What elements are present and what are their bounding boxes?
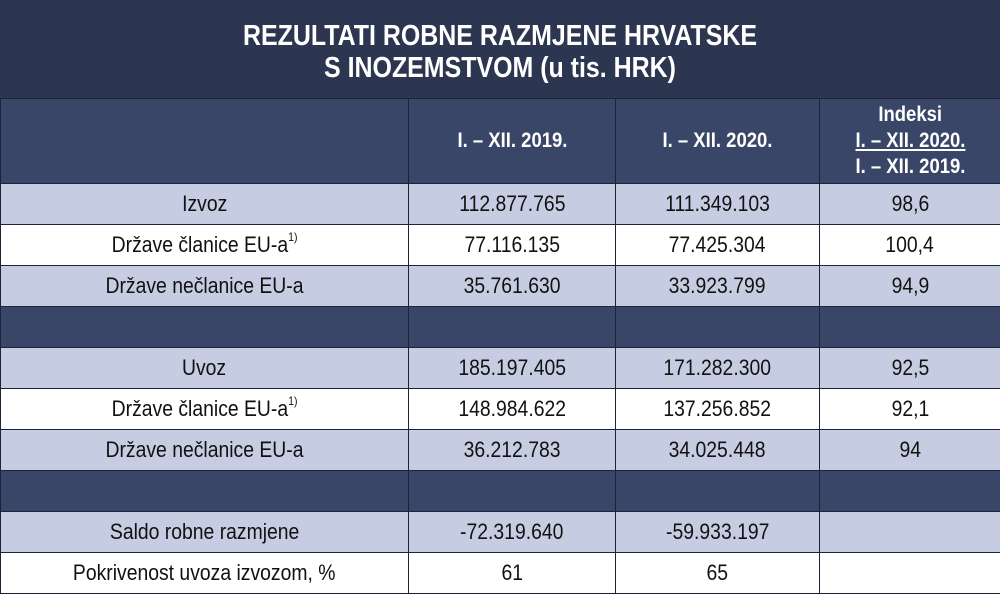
value-2019: 112.877.765 <box>409 184 616 225</box>
table-row <box>1 348 1000 389</box>
table-spacer-row <box>1 307 1000 348</box>
row-label: Države nečlanice EU-a <box>1 266 409 307</box>
value-2020: 137.256.852 <box>616 389 820 430</box>
table-row <box>1 184 1000 225</box>
footnote-marker: 1) <box>288 230 298 244</box>
value-index: 92,5 <box>820 348 1000 389</box>
title-line-2: S INOZEMSTVOM (u tis. HRK) <box>324 52 676 84</box>
value-2020: 34.025.448 <box>616 430 820 471</box>
value-2020: 65 <box>616 553 820 594</box>
value-2019: 185.197.405 <box>409 348 616 389</box>
row-label: Saldo robne razmjene <box>1 512 409 553</box>
header-2019: I. – XII. 2019. <box>409 99 616 184</box>
row-label: Uvoz <box>1 348 409 389</box>
trade-results-table <box>0 98 1000 594</box>
value-2019: 77.116.135 <box>409 225 616 266</box>
value-2019: 148.984.622 <box>409 389 616 430</box>
value-index: 94,9 <box>820 266 1000 307</box>
value-index <box>820 512 1000 553</box>
header-empty <box>1 99 409 184</box>
table-row <box>1 512 1000 553</box>
table-row <box>1 389 1000 430</box>
value-2020: 111.349.103 <box>616 184 820 225</box>
value-2019: 61 <box>409 553 616 594</box>
header-indeksi-denominator: I. – XII. 2019. <box>855 155 965 178</box>
header-indeksi <box>820 99 1000 184</box>
table-row <box>1 553 1000 594</box>
value-index: 100,4 <box>820 225 1000 266</box>
table-row <box>1 225 1000 266</box>
table-spacer-row <box>1 471 1000 512</box>
table-row <box>1 266 1000 307</box>
header-indeksi-numerator: I. – XII. 2020. <box>855 129 965 152</box>
value-2020: 33.923.799 <box>616 266 820 307</box>
table-row <box>1 430 1000 471</box>
header-indeksi-label: Indeksi <box>878 103 942 126</box>
value-2019: 35.761.630 <box>409 266 616 307</box>
row-label: Države članice $EU-a^{1)}$ <box>1 225 409 266</box>
value-index: 98,6 <box>820 184 1000 225</box>
value-2019: 36.212.783 <box>409 430 616 471</box>
value-2020: 77.425.304 <box>616 225 820 266</box>
row-label: Izvoz <box>1 184 409 225</box>
footnote-marker: 1) <box>288 394 298 408</box>
row-label: Države članice $EU-a^{1)}$ <box>1 389 409 430</box>
row-label: Države nečlanice EU-a <box>1 430 409 471</box>
table-header-row <box>1 99 1000 184</box>
header-2020: I. – XII. 2020. <box>616 99 820 184</box>
value-2020: -59.933.197 <box>616 512 820 553</box>
value-2019: -72.319.640 <box>409 512 616 553</box>
page-title <box>0 0 1000 98</box>
value-index: 94 <box>820 430 1000 471</box>
row-label: Pokrivenost uvoza izvozom, % <box>1 553 409 594</box>
value-2020: 171.282.300 <box>616 348 820 389</box>
title-line-1: REZULTATI ROBNE RAZMJENE HRVATSKE <box>242 20 758 52</box>
value-index <box>820 553 1000 594</box>
value-index: 92,1 <box>820 389 1000 430</box>
